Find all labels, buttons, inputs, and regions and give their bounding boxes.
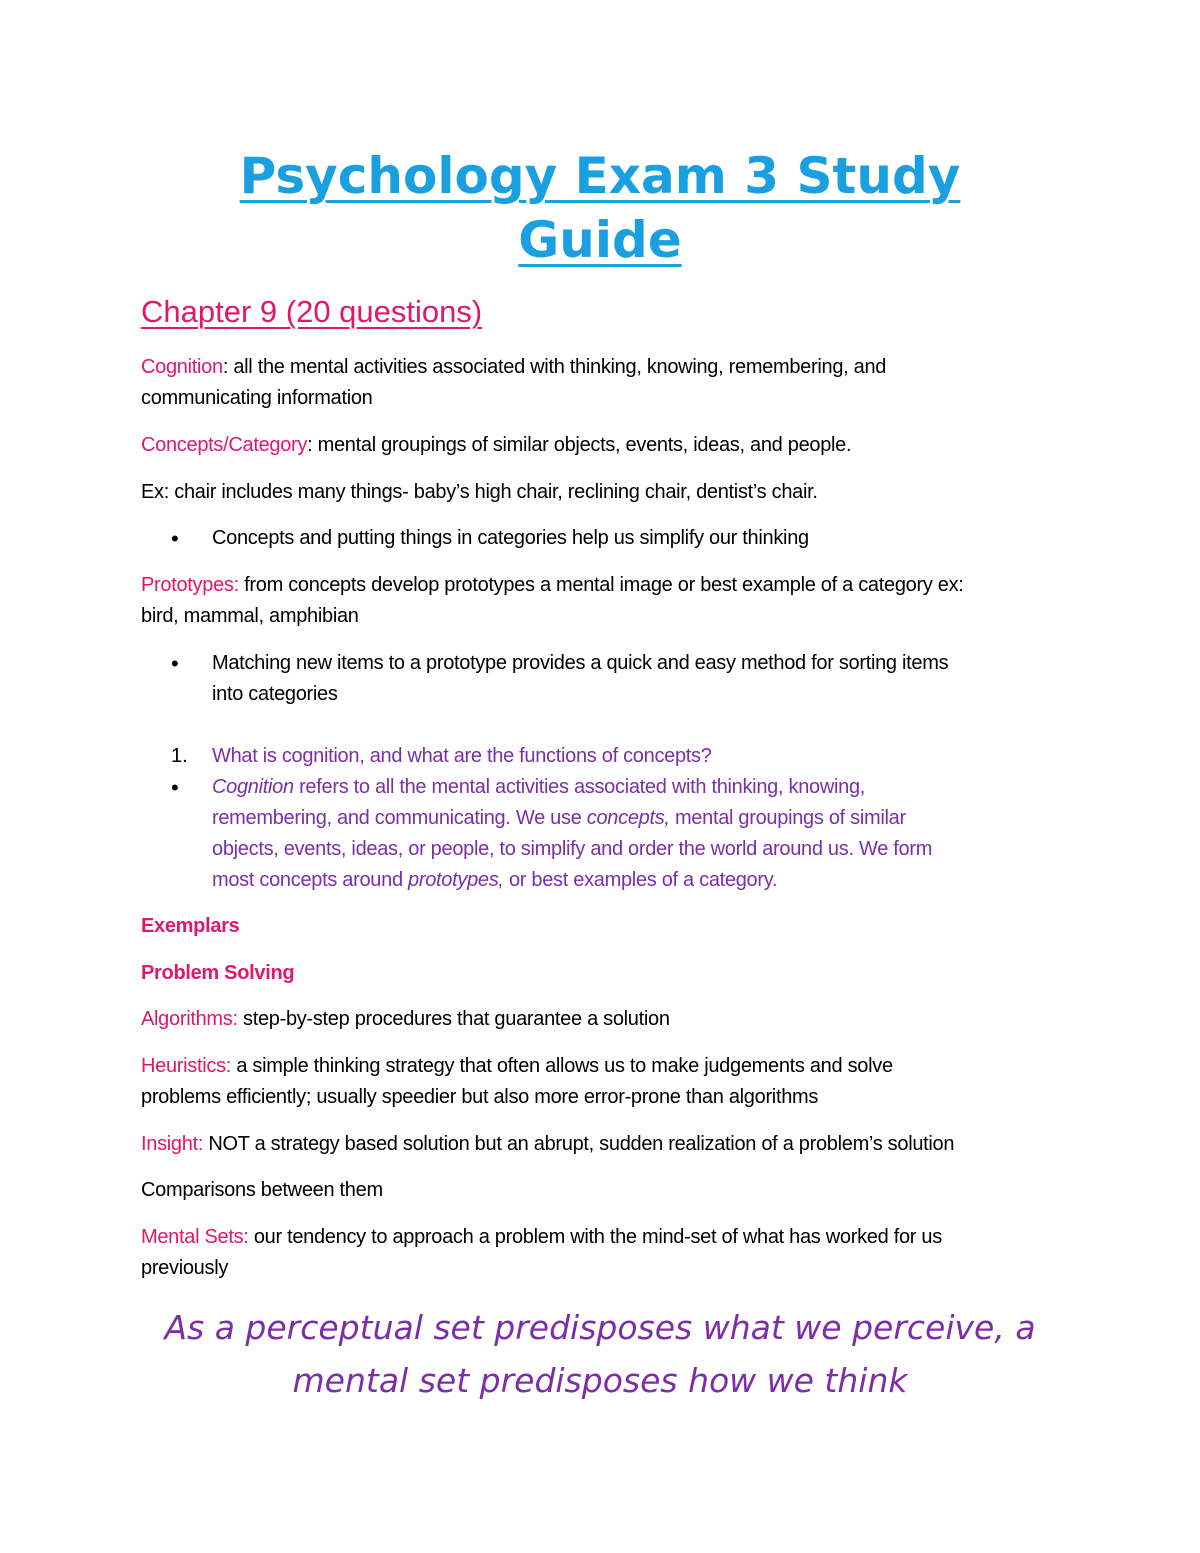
insight-term: Insight: — [141, 1133, 204, 1155]
insight-def: NOT a strategy based solution but an abrupt, sudden realization of a problem’s solution — [203, 1133, 955, 1155]
question-text: What is cognition, and what are the functions of concepts? — [212, 745, 712, 767]
insight-definition — [141, 1129, 1071, 1160]
mental-sets-definition — [141, 1222, 1071, 1284]
answer-line2-rest: mental groupings of similar — [669, 807, 906, 829]
answer-line1: refers to all the mental activities associated with thinking, knowing, — [293, 776, 866, 798]
heuristics-def-line1: a simple thinking strategy that often allows us to make judgements and solve — [231, 1055, 893, 1077]
title-text-1: Psychology Exam 3 Study — [239, 147, 961, 205]
concepts-def: : mental groupings of similar objects, events, ideas, and people. — [307, 434, 852, 456]
bullet-icon: • — [171, 775, 179, 800]
algorithms-term: Algorithms: — [141, 1008, 238, 1030]
heuristics-term: Heuristics: — [141, 1055, 232, 1077]
prototypes-def-line2: bird, mammal, amphibian — [141, 605, 359, 627]
cognition-def-line2: communicating information — [141, 387, 373, 409]
cognition-term: Cognition — [141, 356, 223, 378]
bullet-matching — [212, 648, 1072, 710]
quote-line-2: mental set predisposes how we think — [292, 1361, 908, 1400]
answer-em-concepts: concepts, — [586, 807, 670, 829]
cognition-def-line1: all the mental activities associated with thinking, knowing, remembering, and — [228, 356, 887, 378]
algorithms-definition — [141, 1004, 1071, 1035]
prototypes-def-line1: from concepts develop prototypes a mental image or best example of a category ex: — [238, 574, 964, 596]
answer-em-cognition: Cognition — [212, 776, 294, 798]
answer-line4-start: most concepts around — [212, 869, 409, 891]
answer-line2-start: remembering, and communicating. We use — [212, 807, 587, 829]
algorithms-def: step-by-step procedures that guarantee a solution — [237, 1008, 670, 1030]
heuristics-definition — [141, 1051, 1071, 1113]
cognition-sep: : — [222, 356, 229, 378]
mental-sets-def-line2: previously — [141, 1257, 229, 1279]
answer-em-prototypes: prototypes, — [408, 869, 504, 891]
answer-paragraph — [212, 772, 1072, 896]
heuristics-def-line2: problems efficiently; usually speedier but also more error-prone than algorithms — [141, 1086, 819, 1108]
title-text-2: Guide — [518, 211, 682, 269]
bullet-icon: • — [171, 651, 179, 676]
document-title-line-1 — [0, 142, 1200, 210]
answer-line4-rest: or best examples of a category. — [503, 869, 778, 891]
bullet-matching-line2: into categories — [212, 683, 338, 705]
concepts-definition — [141, 430, 1071, 461]
example-chair: Ex: chair includes many things- baby’s high chair, reclining chair, dentist’s chair. — [141, 481, 818, 503]
document-title-line-2 — [0, 206, 1200, 274]
comparisons-line: Comparisons between them — [141, 1179, 383, 1201]
exemplars-heading: Exemplars — [141, 915, 240, 937]
quote-line-1: As a perceptual set predisposes what we perceive, a — [164, 1308, 1036, 1347]
problem-solving-heading: Problem Solving — [141, 962, 295, 984]
bullet-matching-line1: Matching new items to a prototype provides a quick and easy method for sorting items — [212, 652, 949, 674]
mental-sets-def-line1: our tendency to approach a problem with the mind-set of what has worked for us — [248, 1226, 942, 1248]
concepts-term: Concepts/Category — [141, 434, 308, 456]
mental-sets-term: Mental Sets: — [141, 1226, 249, 1248]
bullet-concepts: Concepts and putting things in categories help us simplify our thinking — [212, 527, 809, 549]
bullet-icon: • — [171, 526, 179, 551]
prototypes-definition — [141, 570, 1071, 632]
prototypes-term: Prototypes: — [141, 574, 239, 596]
question-number: 1. — [171, 745, 188, 767]
answer-line3: objects, events, ideas, or people, to simplify and order the world around us. We form — [212, 838, 933, 860]
cognition-definition — [141, 352, 1071, 414]
chapter-heading: Chapter 9 (20 questions) — [141, 294, 483, 329]
